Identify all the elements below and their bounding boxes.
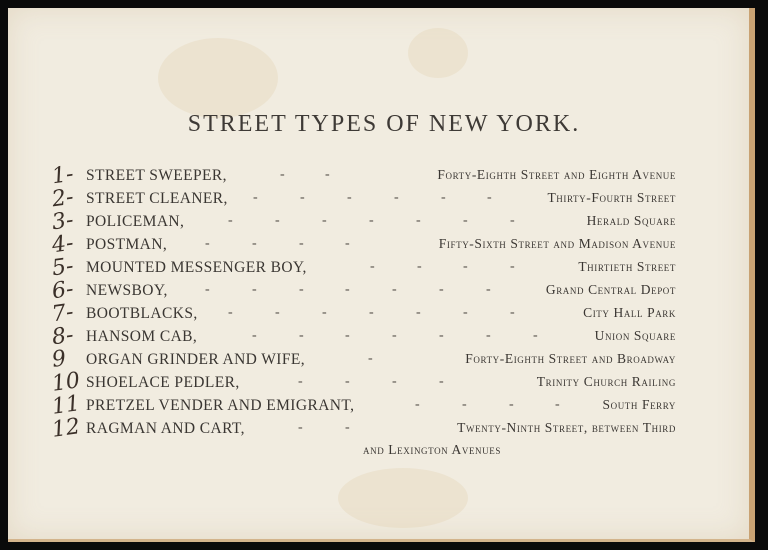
leader-dash: - (394, 190, 399, 205)
leader-dash: - (299, 236, 304, 251)
list-item (0, 414, 768, 443)
handwritten-number: 10 (50, 368, 82, 397)
leader-dash: - (322, 213, 327, 228)
leader-dash: - (345, 374, 350, 389)
list-item (0, 391, 768, 420)
leader-dash: - (275, 305, 280, 320)
handwritten-number: 7- (50, 299, 76, 328)
leader-dash: - (555, 397, 560, 412)
leader-dash: - (462, 397, 467, 412)
leader-dash: - (415, 397, 420, 412)
leader-dash: - (298, 420, 303, 435)
item-location: South Ferry (602, 397, 676, 412)
leader-dash: - (347, 190, 352, 205)
item-location-continued: and Lexington Avenues (363, 442, 501, 457)
leader-dash: - (463, 213, 468, 228)
handwritten-number: 11 (50, 391, 82, 420)
leader-dash: - (275, 213, 280, 228)
handwritten-number: 6- (50, 276, 76, 305)
leader-dash: - (253, 190, 258, 205)
leader-dash: - (439, 328, 444, 343)
leader-dash: - (368, 351, 373, 366)
item-location: Trinity Church Railing (536, 374, 676, 389)
leader-dash: - (392, 328, 397, 343)
handwritten-number: 1- (50, 161, 76, 190)
item-location: Forty-Eighth Street and Eighth Avenue (437, 167, 676, 182)
item-location: Thirtieth Street (578, 259, 676, 274)
leader-dash: - (300, 190, 305, 205)
item-name: RAGMAN AND CART, (86, 420, 245, 437)
leader-dash: - (228, 213, 233, 228)
leader-dash: - (439, 374, 444, 389)
list-item (0, 184, 768, 213)
leader-dash: - (416, 305, 421, 320)
leader-dash: - (392, 374, 397, 389)
item-location: Forty-Eighth Street and Broadway (465, 351, 676, 366)
leader-dash: - (299, 282, 304, 297)
handwritten-number: 9 (50, 346, 68, 373)
leader-dash: - (345, 282, 350, 297)
leader-dash: - (299, 328, 304, 343)
leader-dash: - (369, 305, 374, 320)
leader-dash: - (510, 305, 515, 320)
paper-stain (338, 468, 468, 528)
item-name: PRETZEL VENDER AND EMIGRANT, (86, 397, 355, 414)
item-location: Fifty-Sixth Street and Madison Avenue (438, 236, 676, 251)
leader-dash: - (322, 305, 327, 320)
item-name: SHOELACE PEDLER, (86, 374, 240, 391)
leader-dash: - (369, 213, 374, 228)
leader-dash: - (441, 190, 446, 205)
handwritten-number: 8- (50, 322, 76, 351)
leader-dash: - (325, 167, 330, 182)
paper-stain (408, 28, 468, 78)
item-location: Twenty-Ninth Street, between Third (457, 420, 676, 435)
item-name: POLICEMAN, (86, 213, 185, 230)
paper-stain (158, 38, 278, 118)
leader-dash: - (252, 236, 257, 251)
leader-dash: - (370, 259, 375, 274)
leader-dash: - (205, 236, 210, 251)
handwritten-number: 12 (50, 414, 82, 443)
item-name: MOUNTED MESSENGER BOY, (86, 259, 307, 276)
leader-dash: - (486, 328, 491, 343)
item-name: NEWSBOY, (86, 282, 168, 299)
list-item (0, 161, 768, 190)
item-location: Thirty-Fourth Street (547, 190, 676, 205)
list-item (0, 346, 768, 373)
item-name: HANSOM CAB, (86, 328, 198, 345)
item-location: Herald Square (586, 213, 676, 228)
leader-dash: - (280, 167, 285, 182)
leader-dash: - (487, 190, 492, 205)
leader-dash: - (345, 236, 350, 251)
item-name: BOOTBLACKS, (86, 305, 198, 322)
page-title: STREET TYPES OF NEW YORK. (187, 111, 581, 137)
leader-dash: - (463, 305, 468, 320)
list-item (0, 276, 768, 305)
leader-dash: - (486, 282, 491, 297)
leader-dash: - (416, 213, 421, 228)
leader-dash: - (509, 397, 514, 412)
list-item (0, 253, 768, 282)
handwritten-number: 3- (50, 207, 76, 236)
handwritten-number: 2- (50, 184, 76, 213)
item-name: STREET CLEANER, (86, 190, 228, 207)
leader-dash: - (228, 305, 233, 320)
item-location: City Hall Park (583, 305, 676, 320)
handwritten-number: 5- (50, 253, 76, 282)
leader-dash: - (205, 282, 210, 297)
handwritten-number: 4- (50, 230, 76, 259)
leader-dash: - (510, 213, 515, 228)
leader-dash: - (392, 282, 397, 297)
list-item (0, 368, 768, 397)
list-item (0, 322, 768, 351)
item-location: Union Square (594, 328, 676, 343)
leader-dash: - (510, 259, 515, 274)
item-location: Grand Central Depot (545, 282, 676, 297)
leader-dash: - (252, 282, 257, 297)
leader-dash: - (463, 259, 468, 274)
item-name: POSTMAN, (86, 236, 168, 253)
list-item (0, 207, 768, 236)
leader-dash: - (345, 328, 350, 343)
leader-dash: - (345, 420, 350, 435)
leader-dash: - (417, 259, 422, 274)
leader-dash: - (252, 328, 257, 343)
leader-dash: - (298, 374, 303, 389)
leader-dash: - (533, 328, 538, 343)
item-name: ORGAN GRINDER AND WIFE, (86, 351, 306, 368)
item-name: STREET SWEEPER, (86, 167, 227, 184)
list-item (0, 299, 768, 328)
leader-dash: - (439, 282, 444, 297)
list-item (0, 230, 768, 259)
